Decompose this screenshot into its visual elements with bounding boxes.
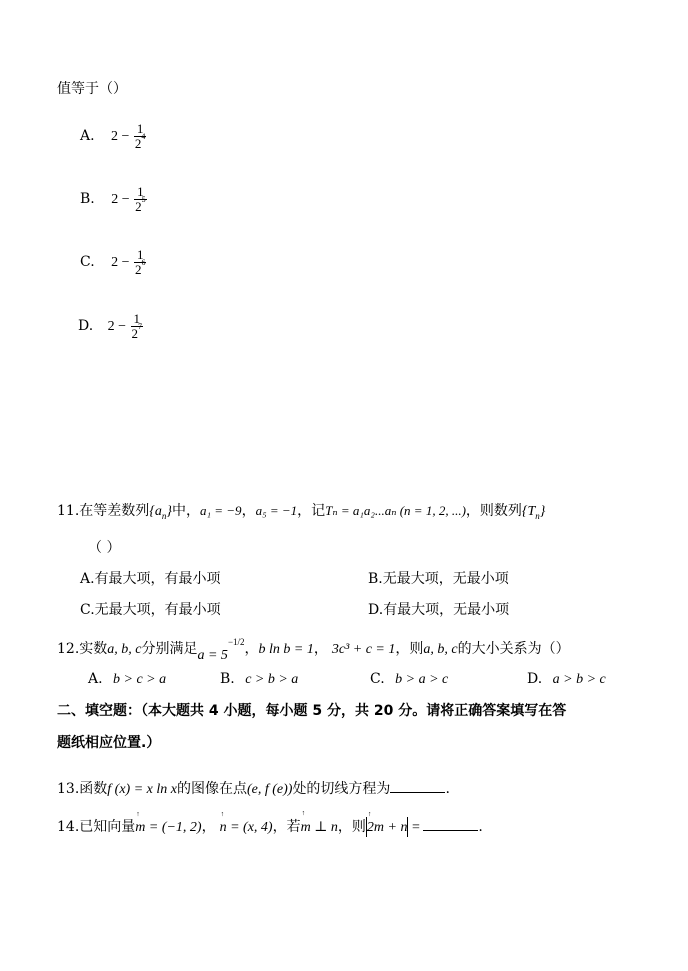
q12-stem: 12.实数a, b, c分别满足$a = 5^{-1/2}$，b ln b = 1， 3c³ + c = 1，则a, b, c的大小关系为（） [57, 637, 570, 663]
q12-option-a[interactable]: A. b > c > a [88, 671, 167, 687]
fraction: $\frac{1}{2^5}$ [135, 184, 146, 214]
option-letter: B. [80, 191, 95, 208]
q12-option-c[interactable]: C. b > a > c [370, 671, 449, 687]
option-letter: D. [78, 318, 94, 335]
q10-option-c[interactable] [80, 248, 146, 276]
answer-blank[interactable] [423, 818, 478, 831]
answer-blank[interactable] [390, 780, 445, 793]
q10-option-d[interactable] [78, 312, 143, 340]
q11-option-c[interactable]: C.无最大项，有最小项 [80, 602, 221, 618]
q12-option-b[interactable]: B. c > b > a [220, 671, 299, 687]
q12-option-d[interactable]: D. a > b > c [527, 671, 606, 687]
q13-stem: 13.函数f (x) = x ln x的图像在点(e, f (e))处的切线方程为 . [57, 781, 450, 797]
option-letter: A. [80, 128, 95, 145]
q10-option-a[interactable] [80, 122, 146, 150]
q11-answer-paren: （ ） [88, 540, 121, 556]
q11-option-a[interactable]: A.有最大项，有最小项 [80, 571, 221, 587]
fraction: $\frac{1}{2^6}$ [134, 247, 146, 277]
option-lead: 2 − [107, 319, 127, 335]
q11-stem: 11.在等差数列$\{a_n\}$中，a₁ = −9，a₅ = −1，记Tₙ = a₁a₂...aₙ (n = 1, 2, ...)，则数列$\{T_n\}$ [57, 503, 546, 521]
fraction: $\frac{1}{2^4}$ [134, 121, 146, 151]
option-lead: 2 − [111, 255, 130, 271]
option-lead: 2 − [111, 129, 130, 145]
q10-option-b[interactable] [80, 185, 147, 213]
q10-stem-tail: 值等于（） [57, 81, 127, 97]
option-letter: C. [80, 254, 95, 271]
section-heading-cont: 题纸相应位置.） [57, 735, 161, 751]
option-lead: 2 − [111, 192, 130, 208]
q11-option-d[interactable]: D.有最大项，无最小项 [368, 602, 510, 618]
q14-stem: 14.已知向量↑ m = (−1, 2)，↑ n = (x, 4)，若↑ m ⊥ n，则↑ 2m + n = . [57, 816, 483, 837]
section-heading: 二、填空题：（本大题共 4 小题，每小题 5 分，共 20 分。请将正确答案填写在答 [57, 703, 567, 719]
fraction: $\frac{1}{2^7}$ [131, 311, 142, 341]
q11-option-b[interactable]: B.无最大项，无最小项 [368, 571, 509, 587]
